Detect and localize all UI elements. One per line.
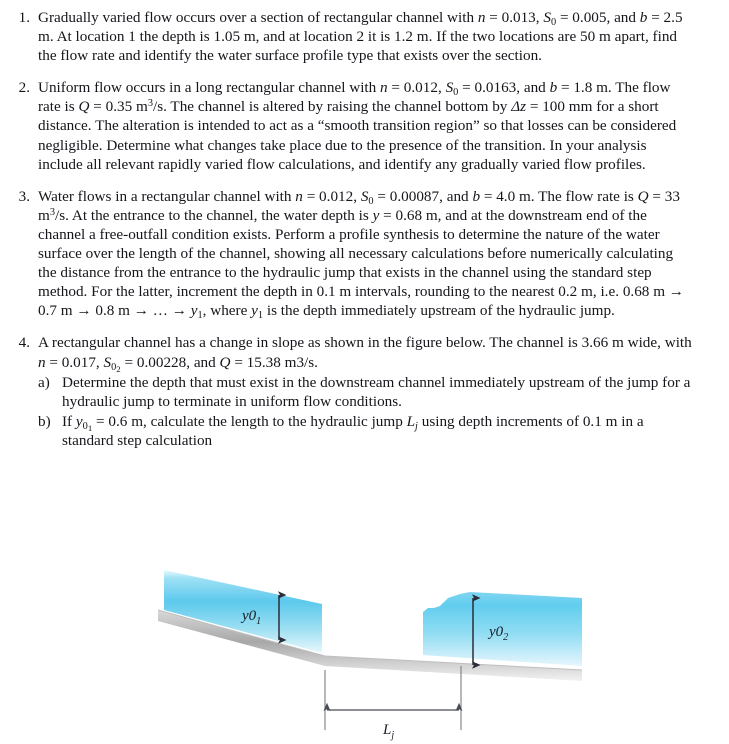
channel-figure — [0, 548, 729, 744]
text-run: 1 — [197, 310, 203, 322]
text-run: y — [372, 206, 380, 224]
jump-length-label: $L_j$ — [383, 722, 395, 741]
text-run: = 0.012, — [387, 79, 446, 97]
text-run: Water flows in a rectangular channel with — [38, 187, 296, 205]
text-run: = 33 m — [38, 187, 680, 224]
subpart-label: b) — [38, 412, 51, 430]
channel-slope-change-svg — [0, 548, 729, 744]
problem-text — [38, 333, 692, 450]
text-run: = 2.5 m. At location 1 the depth is 1.05 m, and at location 2 it is 1.2 m. If the two locations are 50 m apart, find the flow rate and identify the water surface profile type that exists over the section. — [38, 9, 683, 65]
problem-number: 4. — [18, 334, 30, 352]
text-run: A rectangular channel has a change in slope as shown in the figure below. The channel is 3.66 m wide, with — [38, 334, 692, 352]
problem-item — [12, 187, 717, 321]
text-run: Determine the depth that must exist in the downstream channel immediately upstream of the jump for a hydraulic jump to terminate in uniform flow conditions. — [62, 373, 691, 410]
downstream-depth-label: $y0_2$ — [489, 624, 509, 643]
problem-text — [38, 8, 692, 65]
text-run: 1 — [87, 422, 93, 433]
text-run: , where — [202, 302, 252, 320]
text-run: 1 — [257, 310, 264, 322]
problem-number: 1. — [18, 9, 30, 26]
text-run: n — [295, 187, 303, 205]
text-run: S — [103, 353, 112, 371]
text-run: n — [38, 353, 46, 371]
problem-paragraph — [38, 78, 692, 173]
text-run: 0 — [111, 361, 117, 373]
text-run: = 0.017, — [45, 353, 104, 371]
text-run: S — [360, 187, 369, 205]
text-run: n — [477, 9, 486, 26]
text-run: = 0.00228, and — [120, 353, 220, 371]
text-run: is the depth immediately upstream of the hydraulic jump. — [263, 302, 615, 320]
problem-text — [38, 78, 692, 173]
problem-subpart — [38, 412, 692, 450]
text-run: Gradually varied flow occurs over a section of rectangular channel with — [38, 9, 478, 26]
text-run: y — [75, 412, 83, 430]
text-run: 0 — [368, 195, 374, 207]
text-run: b — [639, 9, 648, 26]
text-run: S — [445, 79, 454, 97]
problem-paragraph — [38, 187, 692, 321]
text-run: L — [406, 412, 416, 430]
text-run: = 0.013, — [485, 9, 544, 26]
problem-list — [12, 8, 717, 450]
text-run: Δz — [511, 98, 527, 116]
text-run: = 100 mm for a short distance. The alteration is intended to act as a “smooth transition region” so that losses can be considered negligible. Determine what changes take place due to the presence of the transition. In your analysis include all relevant rapidly varied flow calculations, and identify any gradually varied flow profiles. — [38, 98, 677, 173]
text-run: y — [251, 302, 258, 320]
text-run: b — [472, 187, 481, 205]
text-run: = 1.8 m. The flow rate is — [38, 79, 671, 116]
problem-paragraph — [38, 8, 692, 65]
problem-item — [12, 333, 717, 450]
subpart-text — [62, 373, 692, 411]
problem-item — [12, 8, 717, 65]
text-run: j — [415, 420, 418, 432]
text-run: = 4.0 m. The flow rate is — [480, 187, 638, 205]
text-run: /s. At the entrance to the channel, the water depth is — [55, 206, 373, 224]
text-run: = 0.0163, and — [458, 79, 550, 97]
text-run: = 0.00087, and — [373, 187, 473, 205]
text-run: Uniform flow occurs in a long rectangular channel with — [38, 79, 381, 97]
text-run: using depth increments of 0.1 m in a standard step calculation — [62, 412, 644, 449]
text-run: Q — [78, 98, 90, 116]
text-run: = 0.005, and — [556, 9, 640, 26]
text-run: b — [549, 79, 558, 97]
text-run: S — [543, 9, 551, 26]
problem-paragraph — [38, 333, 692, 374]
text-run: = 0.6 m, calculate the length to the hydraulic jump — [92, 412, 407, 430]
text-run: 0 — [550, 16, 557, 28]
text-run: = 0.35 m — [89, 98, 148, 116]
text-run: = 15.38 m3/s. — [230, 353, 318, 371]
text-run: /s. The channel is altered by raising the channel bottom by — [152, 98, 512, 116]
upstream-depth-label: $y0_1$ — [242, 608, 262, 627]
text-run: y — [190, 302, 198, 320]
text-run: 0 — [82, 420, 88, 432]
text-run: Q — [219, 353, 231, 371]
text-run: 0 — [453, 87, 459, 99]
text-run: n — [380, 79, 388, 97]
text-run: 3 — [147, 98, 153, 110]
text-run: Q — [637, 187, 649, 205]
problem-number: 3. — [18, 187, 30, 205]
problem-subpart — [38, 373, 692, 411]
text-run: 3 — [49, 206, 55, 218]
problem-text — [38, 187, 692, 321]
subpart-label: a) — [38, 373, 50, 391]
text-run: 2 — [116, 363, 121, 374]
problem-item — [12, 78, 717, 173]
problem-number: 2. — [18, 79, 30, 97]
text-run: If — [62, 412, 76, 430]
subpart-text — [62, 412, 692, 450]
text-run: = 0.68 m, and at the downstream end of the channel a free-outfall condition exists. Perform a profile synthesis to determine the nature of the water surface over the length of the channel, showing all necessary calculations before numerically calculating the distance from the entrance to the hydraulic jump that exists in the channel using the standard step method. For the latter, increment the depth in 0.1 m intervals, rounding to the nearest 0.2 m, i.e. 0.68 m → 0.7 m → 0.8 m → … → — [38, 206, 684, 320]
text-run: = 0.012, — [302, 187, 361, 205]
